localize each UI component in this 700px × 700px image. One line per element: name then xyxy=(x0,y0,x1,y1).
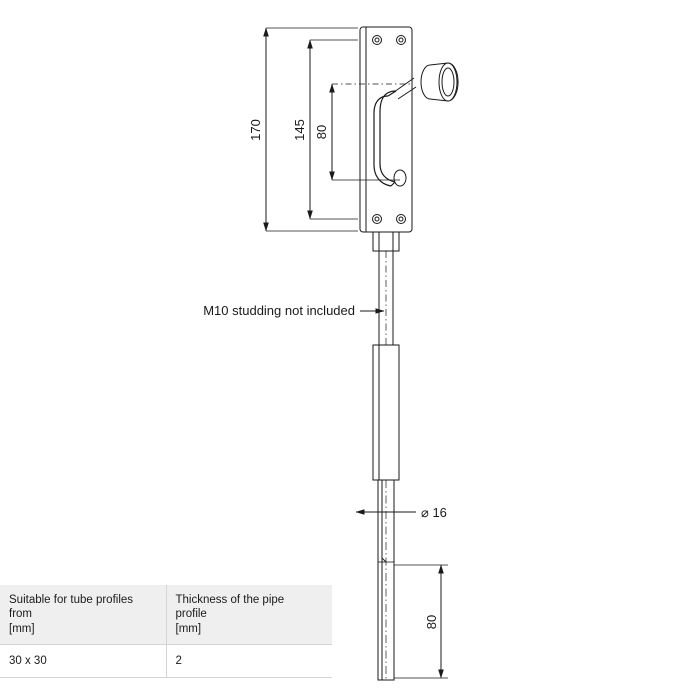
cell-thickness: 2 xyxy=(166,645,332,678)
table-header-row xyxy=(0,585,332,645)
dimension-80-extension xyxy=(394,565,448,678)
table-header-thickness-line1: Thickness of the pipe xyxy=(175,594,285,606)
specification-table xyxy=(0,585,332,678)
back-plate xyxy=(360,27,412,232)
cell-profile: 30 x 30 xyxy=(0,645,166,678)
table-header-thickness xyxy=(166,585,332,645)
dimension-label-170: 170 xyxy=(248,119,263,141)
studding-note-label: M10 studding not included xyxy=(203,303,355,318)
bolt-tube-body xyxy=(373,345,399,480)
bolt-rod xyxy=(378,480,394,680)
table-header-profile xyxy=(0,585,166,645)
dimension-170 xyxy=(266,28,358,231)
dimension-label-145: 145 xyxy=(292,119,307,141)
guide-block xyxy=(373,232,399,251)
dimension-label-80-extension: 80 xyxy=(424,614,439,630)
table-header-thickness-line2: profile xyxy=(175,608,207,621)
dimension-label-diameter: ⌀ 16 xyxy=(421,505,447,520)
table-header-profile-line2: from xyxy=(9,608,32,621)
m10-studding xyxy=(379,251,393,345)
dimension-label-80-handle: 80 xyxy=(314,124,329,140)
table-header-thickness-line3: [mm] xyxy=(175,622,202,635)
table-header-profile-line1: Suitable for tube profiles xyxy=(9,594,134,606)
table-header-profile-line3: [mm] xyxy=(9,622,35,635)
table-row xyxy=(0,645,332,678)
